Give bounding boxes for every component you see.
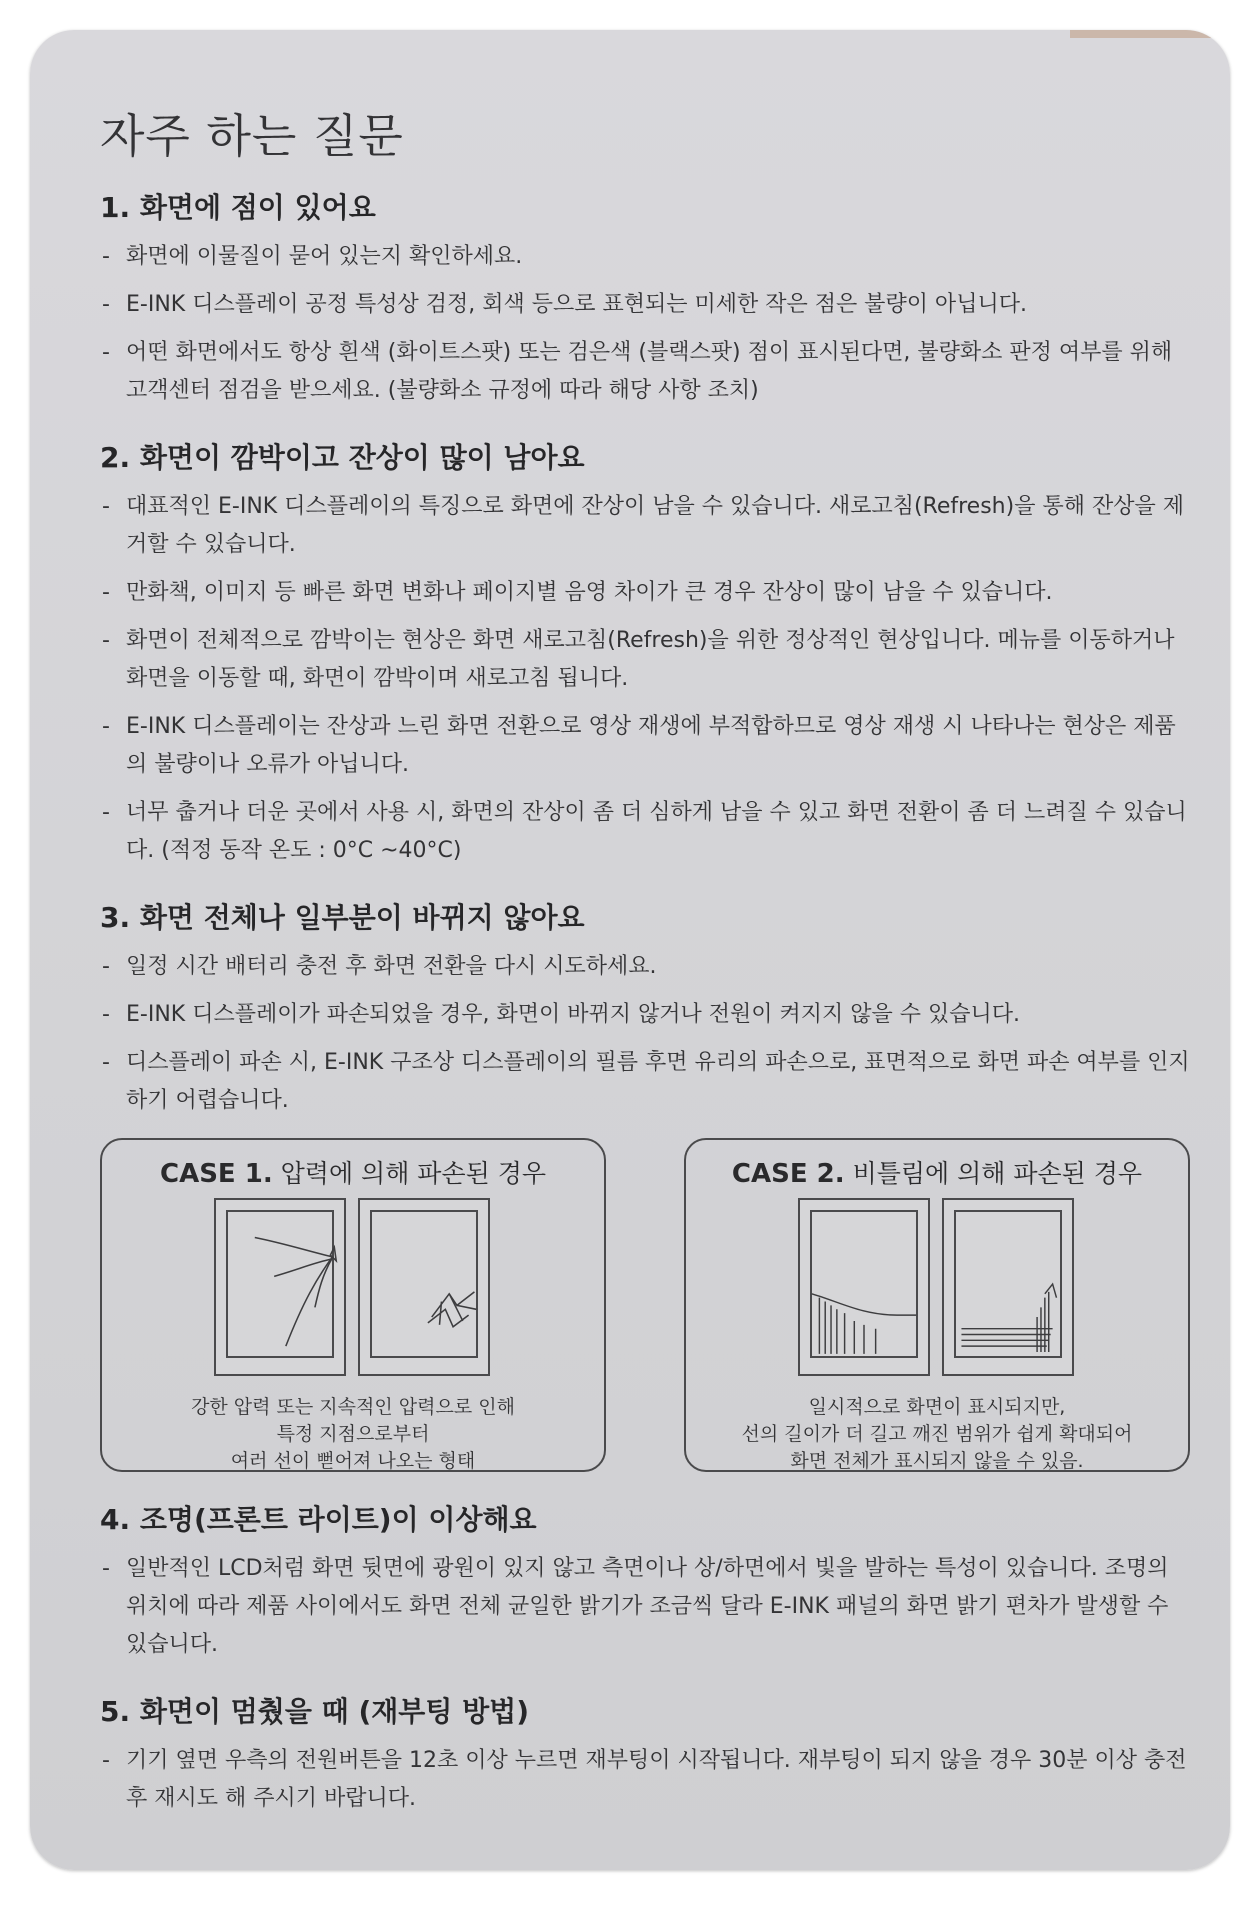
case-label: CASE 2. — [731, 1159, 845, 1189]
faq-section-4 — [100, 1498, 1190, 1664]
section-heading: 5. 화면이 멈췄을 때 (재부팅 방법) — [100, 1695, 530, 1728]
caption-line: 화면 전체가 표시되지 않을 수 있음. — [790, 1450, 1084, 1472]
corner-tint — [1070, 30, 1230, 38]
case-caption — [102, 1394, 604, 1475]
caption-line: 여러 선이 뻗어져 나오는 형태 — [230, 1450, 476, 1472]
faq-section-2 — [100, 436, 1190, 870]
list-item: - 일반적인 LCD처럼 화면 뒷면에 광원이 있지 않고 측면이나 상/하면에서 빛을 발하는 특성이 있습니다. 조명의 위치에 따라 제품 사이에서도 화면 전체 균일한 밝기가 조금씩 달라 E-INK 패널의 화면 밝기 편차가 발생할 수 있습니다. — [100, 1550, 1190, 1664]
section-heading: 3. 화면 전체나 일부분이 바뀌지 않아요 — [100, 901, 585, 934]
device-illustration — [358, 1198, 490, 1376]
list-item: - E-INK 디스플레이는 잔상과 느린 화면 전환으로 영상 재생에 부적합하므로 영상 재생 시 나타나는 현상은 제품의 불량이나 오류가 아닙니다. — [100, 708, 1190, 784]
caption-line: 일시적으로 화면이 표시되지만, — [808, 1396, 1066, 1418]
list-item: - 너무 춥거나 더운 곳에서 사용 시, 화면의 잔상이 좀 더 심하게 남을 수 있고 화면 전환이 좀 더 느려질 수 있습니다. (적정 동작 온도 : 0°C ~40°C) — [100, 794, 1190, 870]
display-failure-icon — [800, 1200, 928, 1374]
list-item: - 일정 시간 배터리 충전 후 화면 전환을 다시 시도하세요. — [100, 948, 1190, 986]
case-description: 압력에 의해 파손된 경우 — [280, 1159, 546, 1188]
faq-card — [30, 30, 1230, 1870]
case-title — [102, 1154, 604, 1190]
list-item: - 대표적인 E-INK 디스플레이의 특징으로 화면에 잔상이 남을 수 있습니다. 새로고침(Refresh)을 통해 잔상을 제거할 수 있습니다. — [100, 488, 1190, 564]
faq-section-5 — [100, 1690, 1190, 1818]
case-description: 비틀림에 의해 파손된 경우 — [852, 1159, 1143, 1188]
damage-cases — [100, 1138, 1190, 1472]
section-heading: 4. 조명(프론트 라이트)이 이상해요 — [100, 1503, 537, 1536]
case-illustration — [686, 1198, 1188, 1378]
faq-section-3 — [100, 896, 1190, 1120]
list-item: - 디스플레이 파손 시, E-INK 구조상 디스플레이의 필름 후면 유리의 파손으로, 표면적으로 화면 파손 여부를 인지하기 어렵습니다. — [100, 1044, 1190, 1120]
list-item: - 어떤 화면에서도 항상 흰색 (화이트스팟) 또는 검은색 (블랙스팟) 점이 표시된다면, 불량화소 판정 여부를 위해 고객센터 점검을 받으세요. (불량화소 규정에 따라 해당 사항 조치) — [100, 334, 1190, 410]
device-illustration — [214, 1198, 346, 1376]
case-label: CASE 1. — [159, 1159, 273, 1189]
case-title — [686, 1154, 1188, 1190]
case-box-1 — [100, 1138, 606, 1472]
list-item: - 화면에 이물질이 묻어 있는지 확인하세요. — [100, 238, 1190, 276]
list-item: - 만화책, 이미지 등 빠른 화면 변화나 페이지별 음영 차이가 큰 경우 잔상이 많이 남을 수 있습니다. — [100, 574, 1190, 612]
faq-content — [100, 100, 1190, 1844]
shatter-icon — [360, 1200, 488, 1374]
list-item: - 기기 옆면 우측의 전원버튼을 12초 이상 누르면 재부팅이 시작됩니다. 재부팅이 되지 않을 경우 30분 이상 충전 후 재시도 해 주시기 바랍니다. — [100, 1742, 1190, 1818]
device-illustration — [942, 1198, 1074, 1376]
list-item: - 화면이 전체적으로 깜박이는 현상은 화면 새로고침(Refresh)을 위한 정상적인 현상입니다. 메뉴를 이동하거나 화면을 이동할 때, 화면이 깜박이며 새로고침 됩니다. — [100, 622, 1190, 698]
list-item: - E-INK 디스플레이 공정 특성상 검정, 회색 등으로 표현되는 미세한 작은 점은 불량이 아닙니다. — [100, 286, 1190, 324]
display-failure-icon — [944, 1200, 1072, 1374]
caption-line: 특정 지점으로부터 — [276, 1423, 430, 1445]
device-illustration — [798, 1198, 930, 1376]
caption-line: 선의 길이가 더 길고 깨진 범위가 쉽게 확대되어 — [741, 1423, 1133, 1445]
list-item: - E-INK 디스플레이가 파손되었을 경우, 화면이 바뀌지 않거나 전원이 켜지지 않을 수 있습니다. — [100, 996, 1190, 1034]
case-box-2 — [684, 1138, 1190, 1472]
case-illustration — [102, 1198, 604, 1378]
crack-lines-icon — [216, 1200, 344, 1374]
faq-section-1 — [100, 186, 1190, 410]
case-caption — [686, 1394, 1188, 1475]
page-title: 자주 하는 질문 — [100, 109, 404, 163]
section-heading: 2. 화면이 깜박이고 잔상이 많이 남아요 — [100, 441, 585, 474]
caption-line: 강한 압력 또는 지속적인 압력으로 인해 — [191, 1396, 515, 1418]
section-heading: 1. 화면에 점이 있어요 — [100, 191, 376, 224]
